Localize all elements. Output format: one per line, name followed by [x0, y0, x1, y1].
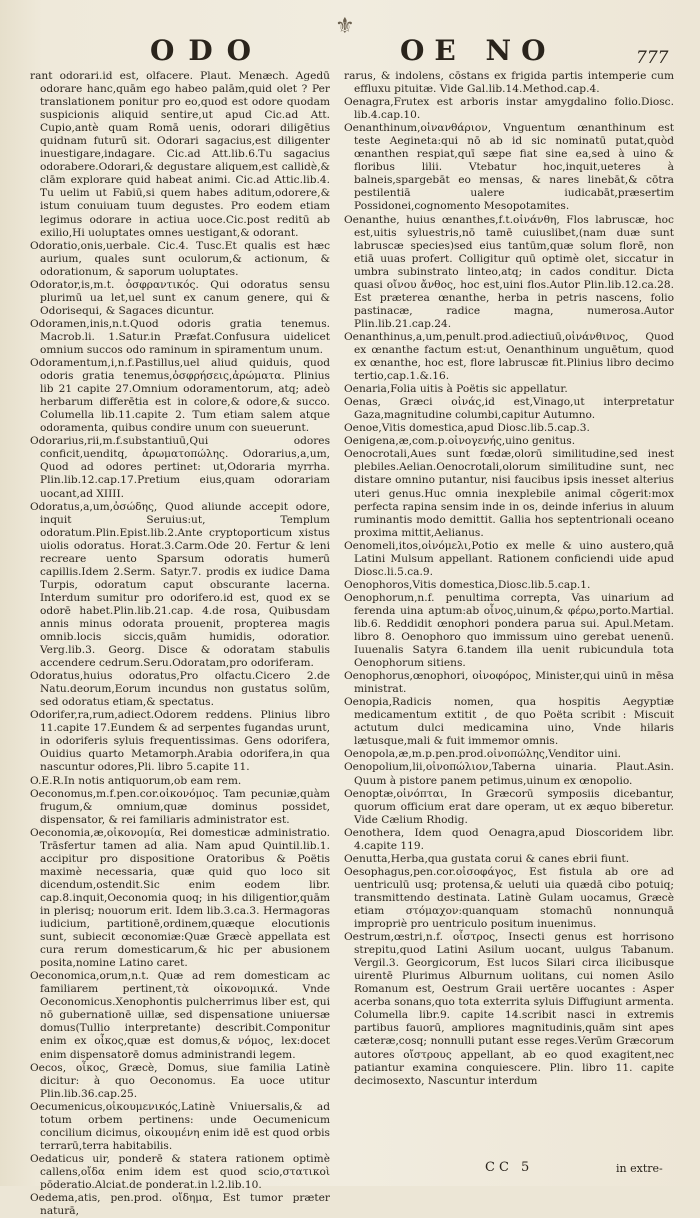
dictionary-entry: Oenophorus,œnophori, οἰνοφόρος, Minister,qui uinū in mēsa ministrat. — [344, 670, 674, 696]
dictionary-entry: Odoramentum,i,n.f.Pastillus,uel aliud quiduis, quod odoris gratia tenemus,ὀσφρήσεις,ἀρώματα. Plinius lib 21 capite 27.Omnium odoramentorum, atq; adeò herbarum differētia est in colore,& odore,& succo. Columella lib.11.capite 2. Tum etiam salem atque odoramenta, quibus condire unum con sueuerunt. — [30, 357, 330, 435]
dictionary-entry: Odoramen,inis,n.t.Quod odoris gratia tenemus. Macrob.li. 1.Satur.in Præfat.Confusura uidelicet omnium succos odo raminum in spiramentum unum. — [30, 317, 330, 356]
dictionary-entry: Oenopolium,lii,οἰνοπώλιον,Taberna uinaria. Plaut.Asin. Quum à pistore panem petimus,uinum ex œnopolio. — [344, 761, 674, 787]
dictionary-entry: rarus, & indolens, cōstans ex frigida partis intemperie cum effluxu pituitæ. Vide Gal.lib.14.Method.cap.4. — [344, 70, 674, 96]
dictionary-entry: Odoratus,huius odoratus,Pro olfactu.Cicero 2.de Natu.deorum,Eorum incundus non gustatus solūm, sed odoratus etiam,& spectatus. — [30, 670, 330, 709]
signature-mark: CC 5 — [485, 1160, 534, 1175]
dictionary-entry: Oenomeli,itos,οἰνόμελι,Potio ex melle & uino austero,quā Latini Mulsum appellant. Rationem conficiendi uide apud Diosc.li.5.ca.9. — [344, 539, 674, 578]
dictionary-entry: Oestrum,œstri,n.f. οἶστρος, Insecti genus est horrisono strepitu,quod Latini Asilum uocant, uulgus Tabanum. Vergil.3. Georgicorum, Est lucos Silari circa ilicibusque uirentē Plurimus Alburnum uolitans, cui nomen Asilo Romanum est, Oestrum Graii uertēre uocantes : Asper acerba sonans,quo tota exterrita syluis Diffugiunt armenta. Columella libr.9. capite 14.scribit nasci in extremis partibus fauorū, ampliores magnitudinis,quām sint apes cæteræ,cosq; nonnulli putant esse reges.Verūm Græcorum autores οἴστρους appellant, ab eo quod exagitent,nec patiantur examina conquiescere. Plin. libro 11. capite decimosexto, Nascuntur interdum — [344, 931, 674, 1087]
dictionary-entry: Oeconomica,orum,n.t. Quæ ad rem domesticam ac familiarem pertinent,τὰ οἰκονομικά. Vnde Oeconomicus.Xenophontis pulcherrimus liber est, qui nō gubernationē uillæ, sed dispensatione uniuersæ domus(Tullio interpretante) describit.Componitur enim ex οἶκος,quæ est domus,& νόμος, lex:docet enim dispensatorē domus administrandi legem. — [30, 970, 330, 1061]
dictionary-entry: Oenagra,Frutex est arboris instar amygdalino folio.Diosc. lib.4.cap.10. — [344, 96, 674, 122]
dictionary-entry: Oenas, Græci οἰνάς,id est,Vinago,ut interpretatur Gaza,magnitudine columbi,capitur Autumno. — [344, 396, 674, 422]
header-left-title: ODO — [150, 34, 266, 67]
dictionary-entry: Oenanthe, huius œnanthes,f.t.οἰνάνθη, Flos labruscæ, hoc est,uitis syluestris,nō tamē cuiuslibet,(nam duæ sunt labruscæ species)sed eius tantūm,quæ solum florē, non etiā uuas profert. Colligitur quū optimè olet, siccatur in umbra subinstrato linteo,atq; in cados conditur. Dicta quasi οἴνου ἄνθος, hoc est,uini flos.Autor Plin.lib.12.ca.28. Est præterea œnanthe, herba in petris nascens, folio pastinacæ, radice magna, numerosa.Autor Plin.lib.21.cap.24. — [344, 213, 674, 330]
dictionary-entry: Oenaria,Folia uitis à Poëtis sic appellatur. — [344, 383, 568, 396]
dictionary-entry: Oenanthinus,a,um,penult.prod.adiectiuū,οἰνάνθινος, Quod ex œnanthe factum est:ut, Oenanthinum unguētum, quod ex œnanthe, hoc est, flore labruscæ fit.Plinius libro decimo tertio,cap.1.&.16. — [344, 330, 674, 383]
dictionary-entry: Oeconomia,æ,οἰκονομία, Rei domesticæ administratio. Trāsfertur tamen ad alia. Nam apud Quintil.lib.1. accipitur pro dispositione Oratoribus & Poëtis maximè necessaria, quæ quid quo loco sit dicendum,ostendit.Sic enim eodem libr. cap.8.inquit,Oeconomia quoq; in his diligentior,quām in plerisq; nouorum erit. Idem lib.3.ca.3. Hermagoras iudicium, partitionē,ordinem,quæque elocutionis sunt, subiecit œconomiæ:Quæ Græcè appellata est cura rerum domesticarum,& hic per abusionem posita,nomine Latino caret. — [30, 826, 330, 970]
dictionary-entry: Oenothera, Idem quod Oenagra,apud Dioscoridem libr. 4.capite 119. — [344, 826, 674, 852]
dictionary-entry: Oenoptæ,οἰνόπται, In Græcorū symposiis dicebantur, quorum officium erat dare operam, ut ex æquo biberetur. Vide Cælium Rhodig. — [344, 787, 674, 826]
left-column — [30, 70, 330, 1218]
dictionary-entry: Oedema,atis, pen.prod. οἴδημα, Est tumor præter naturā, — [30, 1192, 330, 1218]
dictionary-entry: Oenophoros,Vitis domestica,Diosc.lib.5.cap.1. — [344, 578, 591, 591]
dictionary-entry: Oeconomus,m.f.pen.cor.οἰκονόμος. Tam pecuniæ,quàm frugum,& omnium,quæ dominus possidet, dispensator, & rei familiaris administrator est. — [30, 787, 330, 826]
dictionary-entry: Odoratus,a,um,ὀσώδης, Quod aliunde accepit odore, inquit Seruius:ut, Templum odoratum.Plin.Epist.lib.2.Ante cryptoporticum xistus uiolis odoratus. Horat.3.Carm.Ode 20. Fertur & leni recreare uento Sparsum odoratis humerū capillis.Idem 2.Serm. Satyr.7. prodis ex iudice Dama Turpis, odoratum caput obscurante lacerna. Interdum sumitur pro odorifero.id est, quod ex se odorē habet.Plin.lib.21.cap. 4.de rosa, Quibusdam annis minus odorata prouenit, propterea magis omnib.locis siccis,quām humidis, odoratior. Verg.lib.3. Georg. Disce & odoratam stabulis accendere cedrum.Seru.Odoratam,pro odoriferam. — [30, 500, 330, 670]
dictionary-entry: Oenocrotali,Aues sunt fœdæ,olorū similitudine,sed inest plebiles.Aelian.Oenocrotali,olorum similitudine sunt, nec distare omnino putantur, nisi faucibus ipsis inesset alterius uteri genus.Huc omnia inexplebile animal cōgerit:mox perfecta rapina sensim inde in os, deinde inferius in aluum ruminantis modo demittit. Gallia hos septentrionali oceano proxima mittit,Aelianus. — [344, 448, 674, 539]
dictionary-entry: Odorarius,rii,m.f.substantiuū,Qui odores conficit,uenditq, ἀρωματοπώλης. Odorarius,a,um, Quod ad odores pertinet: ut,Odoraria myrrha. Plin.lib.12.cap.17.Pretium eius,quam odorariam uocant,ad XIIII. — [30, 435, 330, 500]
dictionary-entry: Odorator,is,m.t. ὀσφραντικός. Qui odoratus sensu plurimū ua let,uel sunt ex canum genere, qui & Odorisequi, & Sagaces dicuntur. — [30, 278, 330, 317]
catchword: in extre- — [616, 1162, 663, 1175]
dictionary-entry: Oenigena,æ,com.p.οἰνογενής,uino genitus. — [344, 435, 576, 448]
dictionary-entry: O.E.R.In notis antiquorum,ob eam rem. — [30, 774, 242, 787]
dictionary-entry: Oecumenicus,οἰκουμενικός,Latinè Vniuersalis,& ad totum orbem pertinens: unde Oecumenicum concilium dicimus, οἰκουμένη enim idē est quod orbis terrarū,terra habitabilis. — [30, 1100, 330, 1152]
dictionary-entry: Odoratio,onis,uerbale. Cic.4. Tusc.Et qualis est hæc aurium, quales sunt oculorum,& actionum, & odorationum, & saporum uoluptates. — [30, 239, 330, 278]
dictionary-entry: Oenanthinum,οἰνανθάριον, Vnguentum œnanthinum est teste Aegineta:qui nō ab id sic nominatū putat,quòd œnanthen respiat,quī sæpe fiat sine ea,sed à uino & floribus lilii. Vtebatur hoc,inquit,ueteres à balneis,spargebāt eo mensas, & nares linebāt,& cōtra pestilentiā ualere iudicabāt,præsertim Possidonei,cognomento Mesopotamites. — [344, 122, 674, 213]
running-header — [0, 14, 700, 74]
seal-mark: ⚜ — [335, 14, 355, 39]
dictionary-entry: Oenutta,Herba,qua gustata corui & canes ebrii fiunt. — [344, 852, 630, 865]
page-number: 777 — [636, 48, 669, 68]
header-right-title: OE NO — [400, 34, 556, 67]
dictionary-entry: Oenophorum,n.f. penultima correpta, Vas uinarium ad ferenda uina aptum:ab οἶνος,uinum,& φέρω,porto.Martial. lib.6. Reddidit œnophori pondera parua sui. Apul.Metam. libro 8. Oenophoro quo immissum uino gerebat uenenū. Iuuenalis Satyra 6.tandem illa uenit rubicundula tota Oenophorum sitiens. — [344, 591, 674, 670]
dictionary-entry: Oesophagus,pen.cor.οἰσοφάγος, Est fistula ab ore ad uentriculū usq; protensa,& ueluti uia quædā cibo potuiq; transmittendo destinata. Latinè Gulam uocamus, Græcè etiam στόμαχον:quanquam stomachū nonnunquā impropriè pro uentriculo positum inuenimus. — [344, 865, 674, 931]
dictionary-entry: Oenoe,Vitis domestica,apud Diosc.lib.5.cap.3. — [344, 422, 590, 435]
dictionary-entry: Oedaticus uir, ponderē & statera rationem optimè callens,οἴδα enim idem est quod scio,στατικοὶ pōderatio.Alciat.de ponderat.in l.2.lib.10. — [30, 1152, 330, 1191]
dictionary-entry: Oenopola,æ,m.p.pen.prod.οἰνοπώλης,Venditor uini. — [344, 748, 621, 761]
dictionary-entry: Odorifer,ra,rum,adiect.Odorem reddens. Plinius libro 11.capite 17.Eundem & ad serpentes fugandas urunt, in odoriferis syluis frequentissimas. Gens odorifera, Ouidius quarto Metamorph.Arabia odorifera,in qua nascuntur odores,Pli. libro 5.capite 11. — [30, 709, 330, 774]
page-footer — [0, 1160, 700, 1180]
right-column — [344, 70, 674, 1088]
dictionary-entry: rant odorari.id est, olfacere. Plaut. Menæch. Agedū odorare hanc,quām ego habeo palām,quid olet ? Per translationem ponitur pro eo,quod est odore quodam suspicionis aliquid sentire,ut apud Cic.ad Att. Cupio,antè quam Romā uenis, odorari diligētius quidnam futurū sit. Odorari sagacius,est diligenter inuestigare,indagare. Cic.ad Att.lib.6.Tu sagacius odorabere.Odorari,& degustare aliquem,est callidè,& clām explorare quid habeat animi. Cic.ad Attic.lib.4. Tu uelim ut Fabiū,si quem habes aditum,odorere,& istum conuiuam tuum degustes. Pro eodem etiam legimus odorare in actiua uoce.Cic.post reditū ab exilio,Hi uoluptates omnes uestigant,& odorant. — [30, 70, 330, 239]
dictionary-entry: Oecos, οἶκος, Græcè, Domus, siue familia Latinè dicitur: à quo Oeconomus. Ea uoce utitur Plin.lib.36.cap.25. — [30, 1061, 330, 1100]
dictionary-entry: Oenopia,Radicis nomen, qua hospitis Aegyptiæ medicamentum extitit , de quo Poëta scribit : Miscuit actutum dulci medicamina uino, Vnde hilaris lætusque,mali & fuit immemor omnis. — [344, 696, 674, 748]
